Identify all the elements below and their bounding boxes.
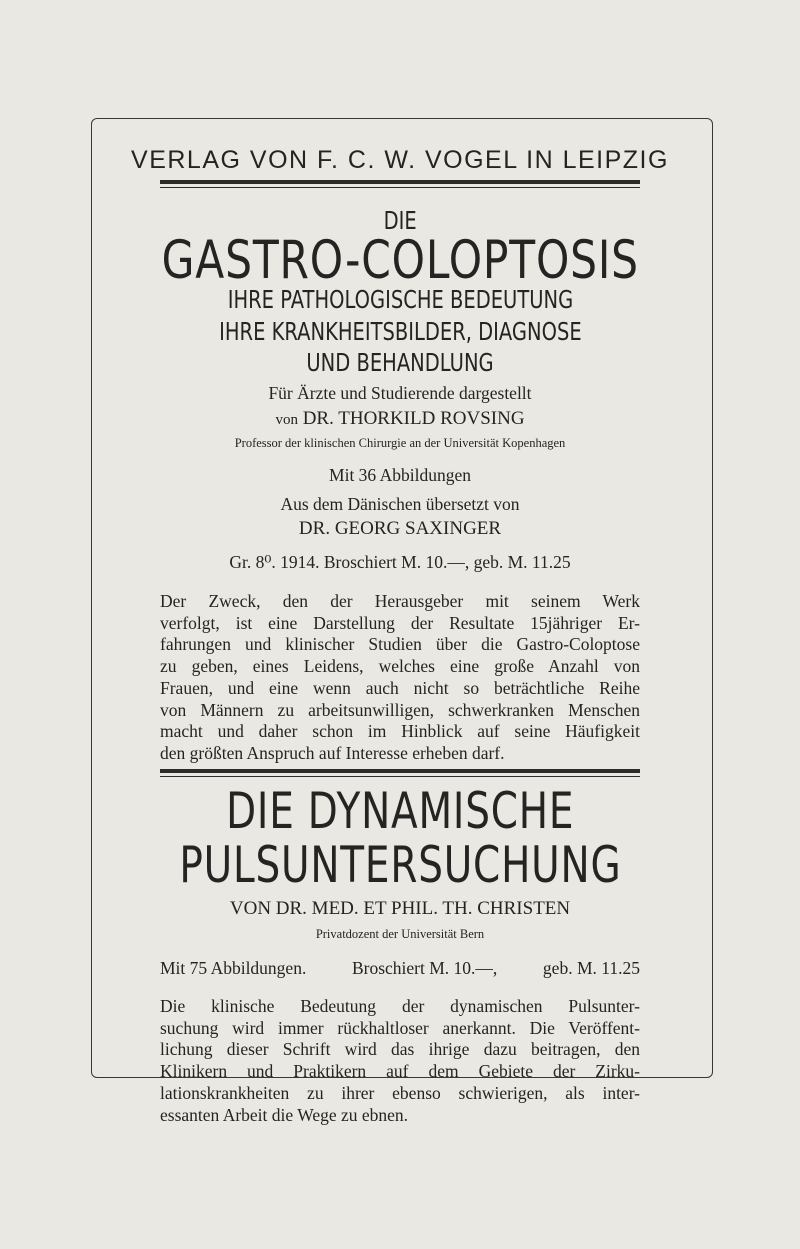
description-line: verfolgt, ist eine Darstellung der Resultate 15jähriger Er- xyxy=(160,612,640,633)
description-line: lationskrankheiten zu ihrer ebenso schwierigen, als inter- xyxy=(160,1082,640,1103)
book2-author-position: Privatdozent der Universität Bern xyxy=(315,927,485,941)
book1-translator: DR. GEORG SAXINGER xyxy=(298,518,502,539)
description-line: von Männern zu arbeitsunwilligen, schwerkranken Menschen xyxy=(160,699,640,720)
book2-title-line1: DIE DYNAMISCHE xyxy=(225,782,575,840)
book1-subtitle-line: UND BEHANDLUNG xyxy=(306,348,494,377)
book1-title: GASTRO-COLOPTOSIS xyxy=(161,230,639,291)
description-line: Die klinische Bedeutung der dynamischen Pulsunter- xyxy=(160,996,640,1016)
book2-description xyxy=(160,996,640,1126)
description-line: Klinikern und Praktikern auf dem Gebiete der Zirku- xyxy=(160,1061,640,1082)
book1-author-position: Professor der klinischen Chirurgie an der Universität Kopenhagen xyxy=(234,436,566,450)
book1-description xyxy=(160,591,640,765)
book1-pre-title: DIE xyxy=(383,206,417,235)
description-line: Der Zweck, den der Herausgeber mit seinem Werk xyxy=(160,591,640,611)
book1-price-info: Gr. 8⁰. 1914. Broschiert M. 10.—, geb. M. 11.25 xyxy=(229,552,571,572)
publisher-heading: VERLAG VON F. C. W. VOGEL IN LEIPZIG xyxy=(131,146,669,174)
description-line: lichung dieser Schrift wird das ihrige dazu beitragen, den xyxy=(160,1039,640,1060)
author-prefix: von xyxy=(275,412,298,428)
book2-price-line xyxy=(160,958,640,979)
description-line: den größten Anspruch auf Interesse erheben darf. xyxy=(160,742,505,763)
book1-subtitle-line: IHRE PATHOLOGISCHE BEDEUTUNG xyxy=(227,285,573,314)
book1-translation-note: Aus dem Dänischen übersetzt von xyxy=(280,494,520,514)
divider-thick xyxy=(160,769,640,773)
book2-title-line2: PULSUNTERSUCHUNG xyxy=(178,836,622,894)
book1-illustrations: Mit 36 Abbildungen xyxy=(329,465,471,485)
divider-thick xyxy=(160,180,640,184)
description-line: Frauen, und eine wenn auch nicht so beträchtliche Reihe xyxy=(160,677,640,698)
book1-author-line xyxy=(0,408,800,430)
description-line: zu geben, eines Leidens, welches eine große Anzahl von xyxy=(160,656,640,677)
description-line: fahrungen und klinischer Studien über die Gastro-Coloptose xyxy=(160,634,640,655)
book1-author: DR. THORKILD ROVSING xyxy=(302,408,525,429)
book1-audience: Für Ärzte und Studierende dargestellt xyxy=(268,383,532,403)
book1-subtitle-line: IHRE KRANKHEITSBILDER, DIAGNOSE xyxy=(218,317,582,346)
book2-price-broschiert: Broschiert M. 10.—, xyxy=(351,958,498,978)
book2-author: VON DR. MED. ET PHIL. TH. CHRISTEN xyxy=(229,898,571,919)
book2-illustrations: Mit 75 Abbildungen. xyxy=(160,958,307,978)
divider-thin xyxy=(160,776,640,777)
description-line: suchung wird immer rückhaltloser anerkannt. Die Veröffent- xyxy=(160,1017,640,1038)
divider-thin xyxy=(160,187,640,188)
description-line: essanten Arbeit die Wege zu ebnen. xyxy=(160,1104,409,1125)
description-line: macht und daher schon im Hinblick auf seine Häufigkeit xyxy=(160,721,640,742)
book2-price-bound: geb. M. 11.25 xyxy=(542,958,640,978)
